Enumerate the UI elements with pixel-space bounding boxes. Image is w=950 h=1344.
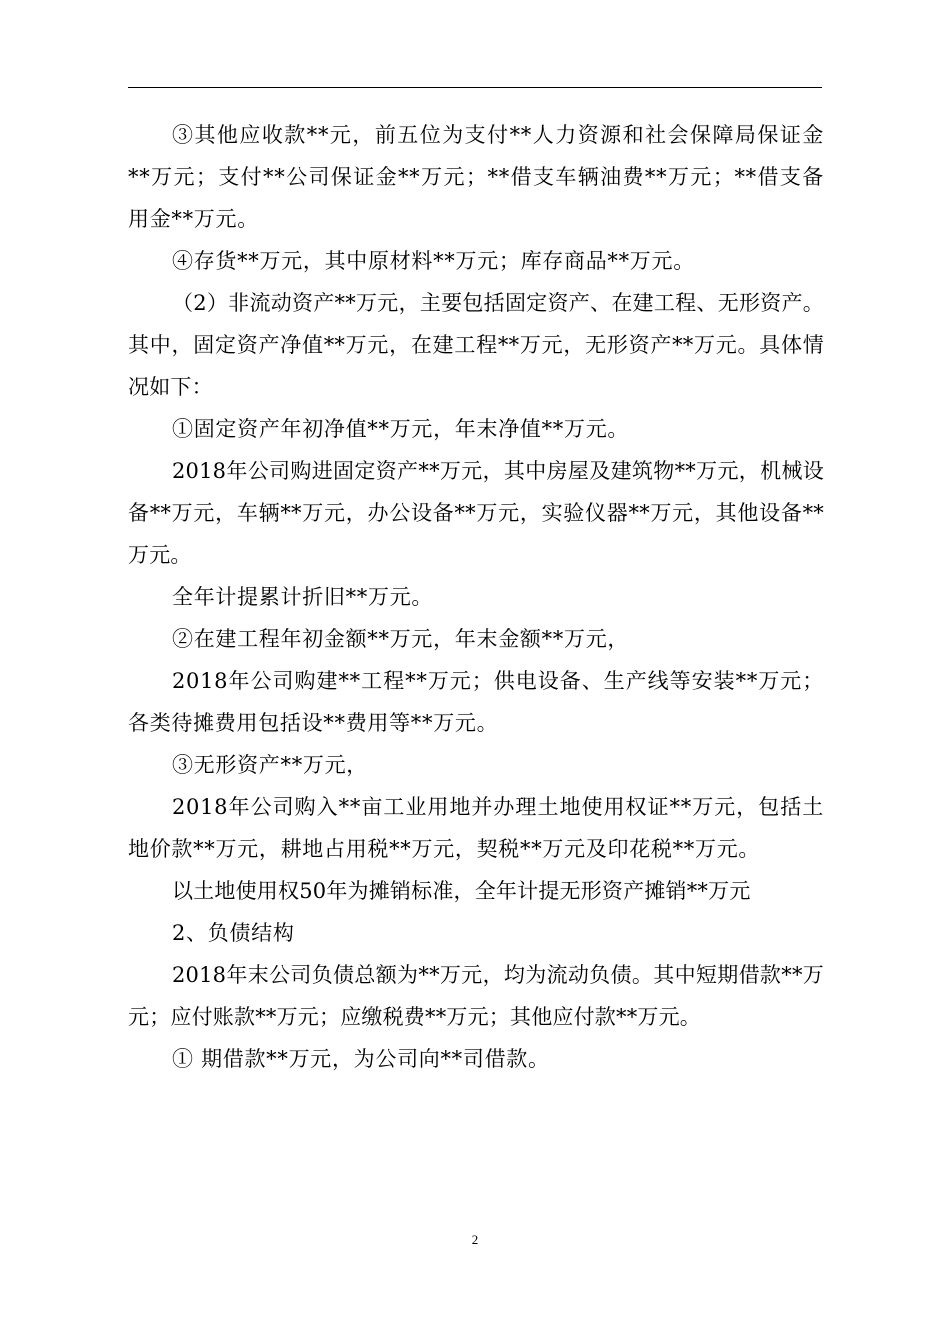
- paragraph-noncurrent-assets: （2）非流动资产**万元，主要包括固定资产、在建工程、无形资产。其中，固定资产净值**万元，在建工程**万元，无形资产**万元。具体情况如下：: [128, 291, 824, 399]
- document-body: [128, 114, 824, 1080]
- paragraph-construction-details: 2018年公司购建**工程**万元；供电设备、生产线等安装**万元；各类待摊费用包括设**费用等**万元。: [128, 669, 824, 735]
- paragraph-other-receivables: ③其他应收款**元，前五位为支付**人力资源和社会保障局保证金**万元；支付**公司保证金**万元；**借支车辆油费**万元；**借支备用金**万元。: [128, 123, 824, 231]
- paragraph-construction-in-progress: ②在建工程年初金额**万元，年末金额**万元，: [172, 627, 630, 651]
- section-heading-liabilities: 2、负债结构: [172, 921, 295, 945]
- paragraph-short-term-loans: ① 期借款**万元，为公司向**司借款。: [172, 1047, 550, 1071]
- header-rule: [128, 87, 822, 88]
- paragraph-fixed-assets: ①固定资产年初净值**万元，年末净值**万元。: [172, 417, 630, 441]
- paragraph-amortization: 以土地使用权50年为摊销标准，全年计提无形资产摊销**万元: [172, 879, 751, 903]
- paragraph-fixed-assets-purchase: 2018年公司购进固定资产**万元，其中房屋及建筑物**万元，机械设备**万元，车辆**万元，办公设备**万元，实验仪器**万元，其他设备**万元。: [128, 459, 824, 567]
- paragraph-inventory: ④存货**万元，其中原材料**万元；库存商品**万元。: [172, 249, 695, 273]
- paragraph-intangible-assets: ③无形资产**万元，: [172, 753, 368, 777]
- page-number: 2: [471, 1232, 479, 1247]
- paragraph-land-purchase: 2018年公司购入**亩工业用地并办理土地使用权证**万元，包括土地价款**万元，耕地占用税**万元，契税**万元及印花税**万元。: [128, 795, 824, 861]
- paragraph-depreciation: 全年计提累计折旧**万元。: [172, 585, 434, 609]
- paragraph-liabilities-total: 2018年末公司负债总额为**万元，均为流动负债。其中短期借款**万元；应付账款**万元；应缴税费**万元；其他应付款**万元。: [128, 963, 824, 1029]
